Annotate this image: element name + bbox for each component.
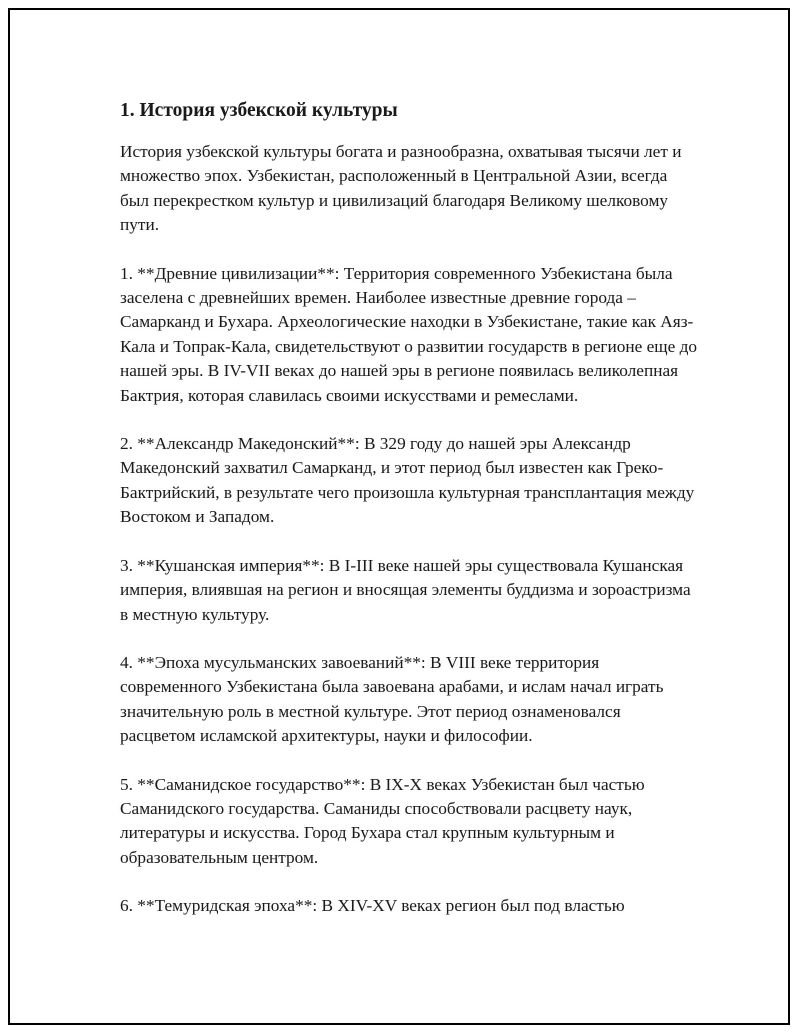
section-samanid-state: 5. **Саманидское государство**: В IX-X веках Узбекистан был частью Саманидского государства. Саманиды способствовали расцвету наук, литературы и искусства. Город Бухара стал крупным культурным и образовательным центром. — [120, 774, 645, 867]
section-timurid-era: 6. **Темуридская эпоха**: В XIV-XV веках регион был под властью — [120, 896, 625, 916]
section-alexander-the-great: 2. **Александр Македонский**: В 329 году до нашей эры Александр Македонский захватил Самарканд, и этот период был известен как Греко-Бактрийский, в результате чего произошла культурная трансплантация между Востоком и Западом. — [120, 434, 695, 527]
document-body — [120, 98, 700, 943]
page-frame — [8, 8, 790, 1025]
intro-paragraph: История узбекской культуры богата и разнообразна, охватывая тысячи лет и множество эпох. Узбекистан, расположенный в Центральной Азии, всегда был перекрестком культур и цивилизаций благодаря Великому шелковому пути. — [120, 142, 682, 235]
section-muslim-conquest: 4. **Эпоха мусульманских завоеваний**: В VIII веке территория современного Узбекистана была завоевана арабами, и ислам начал играть значительную роль в местной культуре. Этот период ознаменовался расцветом исламской архитектуры, науки и философии. — [120, 652, 664, 746]
section-ancient-civilizations: 1. **Древние цивилизации**: Территория современного Узбекистана была заселена с древнейших времен. Наиболее известные древние города – Самарканд и Бухара. Археологические находки в Узбекистане, такие как Аяз-Кала и Топрак-Кала, свидетельствуют о развитии государств в регионе еще до нашей эры. В IV-VII веках до нашей эры в регионе появилась великолепная Бактрия, которая славилась своими искусствами и ремеслами. — [120, 263, 698, 405]
section-kushan-empire: 3. **Кушанская империя**: В I-III веке нашей эры существовала Кушанская империя, влиявшая на регион и вносящая элементы буддизма и зороастризма в местную культуру. — [120, 555, 691, 624]
page-title: 1. История узбекской культуры — [120, 100, 398, 121]
